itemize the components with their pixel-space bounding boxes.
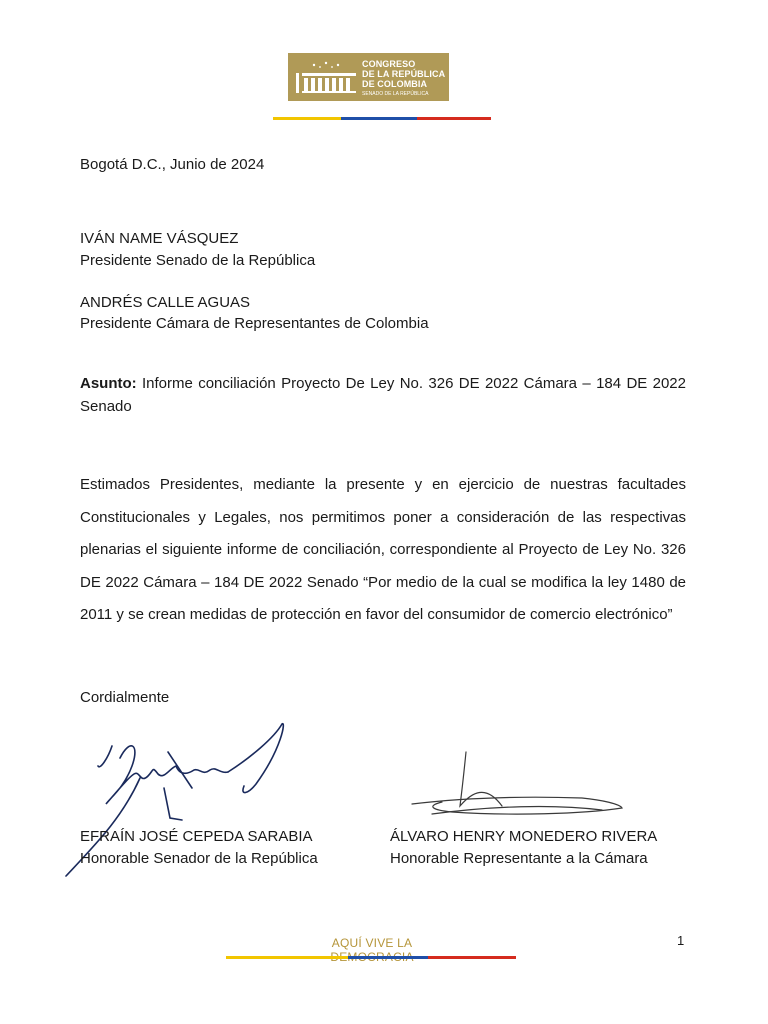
recipient-1-name: IVÁN NAME VÁSQUEZ: [80, 230, 239, 247]
place-date: Bogotá D.C., Junio de 2024: [80, 156, 265, 173]
recipient-2-title: Presidente Cámara de Representantes de Colombia: [80, 315, 429, 332]
signatory-2-name: ÁLVARO HENRY MONEDERO RIVERA: [390, 828, 658, 845]
subject-line: [80, 372, 686, 418]
header-flag-stripe: [273, 117, 491, 120]
subject-label: Asunto:: [80, 375, 137, 392]
footer-motto: AQUÍ VIVE LA: [331, 936, 413, 950]
page-number: 1: [677, 933, 685, 948]
signature-2-image: [402, 738, 627, 828]
recipient-2-name: ANDRÉS CALLE AGUAS: [80, 294, 251, 311]
signatory-2-title: Honorable Representante a la Cámara: [390, 850, 648, 867]
logo-line-3: DE COLOMBIA: [362, 79, 428, 89]
logo-text: [362, 59, 445, 89]
congress-logo: [288, 53, 449, 101]
recipient-1-title: Presidente Senado de la República: [80, 252, 316, 269]
capitol-building-icon: [294, 59, 356, 95]
signatory-1-title: Honorable Senador de la República: [80, 850, 318, 867]
logo-subtitle: SENADO DE LA REPÚBLICA: [362, 91, 429, 97]
footer-flag-stripe: [226, 956, 516, 959]
logo-line-1: CONGRESO: [362, 59, 416, 69]
subject-text: Informe conciliación Proyecto De Ley No. 326 DE 2022 Cámara – 184 DE 2022 Senado: [80, 375, 686, 415]
signatory-1-name: EFRAÍN JOSÉ CEPEDA SARABIA: [80, 828, 313, 845]
closing: Cordialmente: [80, 689, 170, 706]
letter-body: Estimados Presidentes, mediante la presente y en ejercicio de nuestras facultades Constitucionales y Legales, nos permitimos poner a consideración de las respectivas plenarias el siguiente informe de conciliación, correspondiente al Proyecto de Ley No. 326 DE 2022 Cámara – 184 DE 2022 Senado “Por medio de la cual se modifica la ley 1480 de 2011 y se crean medidas de protección en favor del consumidor de comercio electrónico”: [80, 476, 686, 623]
logo-line-2: DE LA REPÚBLICA: [362, 69, 446, 79]
